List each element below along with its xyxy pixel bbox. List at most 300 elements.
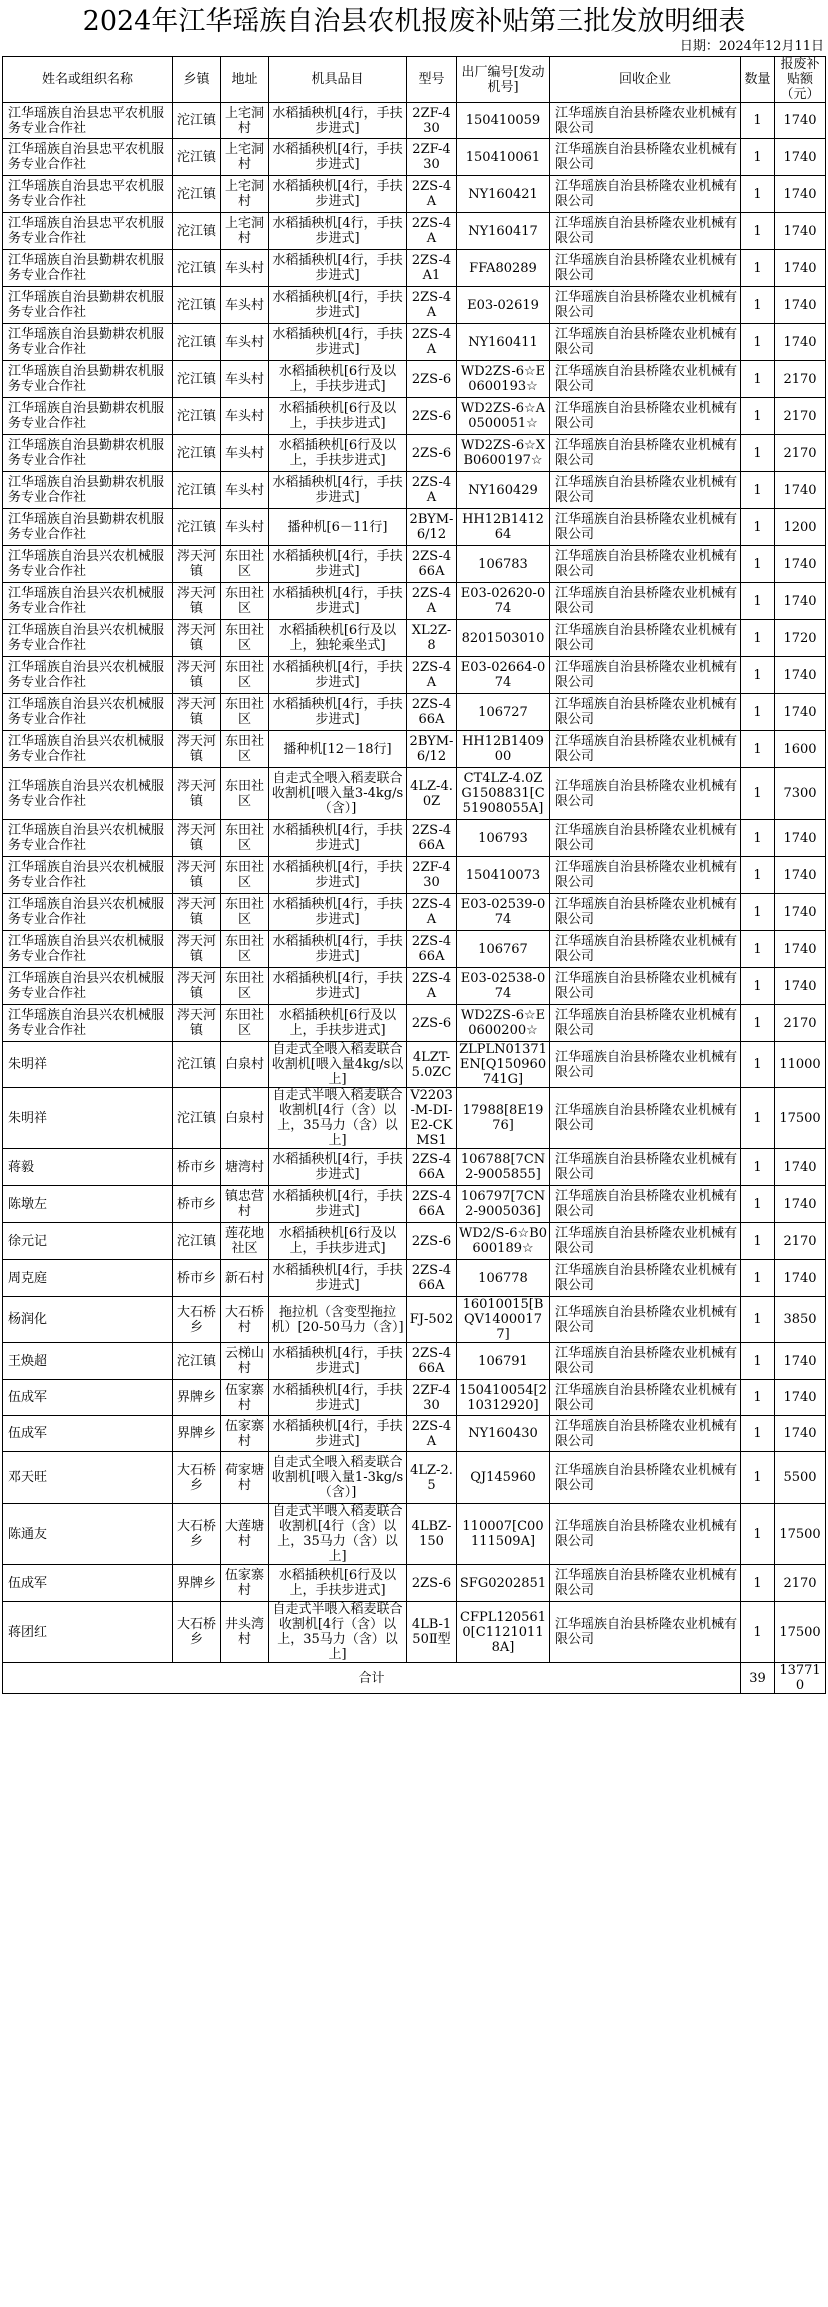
cell-model: 2ZS-4A [407, 583, 457, 620]
cell-model: 2ZS-6 [407, 1565, 457, 1602]
document-date: 日期：2024年12月11日 [679, 39, 824, 54]
cell-serial: 106797[7CN2-9005036] [457, 1186, 550, 1223]
cell-amount: 1600 [775, 731, 826, 768]
table-row [3, 1223, 826, 1260]
cell-qty: 1 [741, 324, 775, 361]
cell-amount: 1740 [775, 250, 826, 287]
cell-recycler: 江华瑶族自治县桥隆农业机械有限公司 [550, 287, 741, 324]
cell-town: 涔天河镇 [173, 968, 221, 1005]
cell-serial: 106783 [457, 546, 550, 583]
cell-town: 界牌乡 [173, 1416, 221, 1452]
cell-amount: 1740 [775, 820, 826, 857]
cell-recycler: 江华瑶族自治县桥隆农业机械有限公司 [550, 1380, 741, 1416]
table-row [3, 546, 826, 583]
cell-name: 江华瑶族自治县勤耕农机服务专业合作社 [3, 250, 173, 287]
cell-model: FJ-502 [407, 1297, 457, 1343]
cell-amount: 1740 [775, 176, 826, 213]
cell-qty: 1 [741, 968, 775, 1005]
cell-model: 4LZ-4.0Z [407, 768, 457, 820]
cell-serial: 17988[8E1976] [457, 1088, 550, 1149]
total-amount: 137710 [775, 1663, 826, 1694]
cell-model: 4LB-150Ⅱ型 [407, 1602, 457, 1663]
table-row [3, 1504, 826, 1565]
cell-serial: WD2/S-6☆B0600189☆ [457, 1223, 550, 1260]
cell-amount: 1740 [775, 213, 826, 250]
cell-serial: 106778 [457, 1260, 550, 1297]
cell-name: 江华瑶族自治县勤耕农机服务专业合作社 [3, 324, 173, 361]
cell-amount: 1200 [775, 509, 826, 546]
cell-qty: 1 [741, 1452, 775, 1504]
total-label: 合计 [3, 1663, 741, 1694]
cell-amount: 1740 [775, 1260, 826, 1297]
cell-name: 江华瑶族自治县勤耕农机服务专业合作社 [3, 287, 173, 324]
cell-qty: 1 [741, 398, 775, 435]
cell-model: XL2Z-8 [407, 620, 457, 657]
cell-model: 2ZS-466A [407, 1186, 457, 1223]
cell-qty: 1 [741, 731, 775, 768]
table-row [3, 820, 826, 857]
cell-qty: 1 [741, 1416, 775, 1452]
table-row [3, 657, 826, 694]
cell-address: 荷家塘村 [221, 1452, 269, 1504]
cell-amount: 17500 [775, 1602, 826, 1663]
cell-recycler: 江华瑶族自治县桥隆农业机械有限公司 [550, 820, 741, 857]
cell-model: 2BYM-6/12 [407, 731, 457, 768]
cell-name: 邓天旺 [3, 1452, 173, 1504]
table-row [3, 324, 826, 361]
cell-machine: 水稻插秧机[4行，手扶步进式] [269, 894, 407, 931]
cell-machine: 水稻插秧机[4行，手扶步进式] [269, 1186, 407, 1223]
cell-recycler: 江华瑶族自治县桥隆农业机械有限公司 [550, 1452, 741, 1504]
cell-amount: 1720 [775, 620, 826, 657]
cell-qty: 1 [741, 213, 775, 250]
table-row [3, 287, 826, 324]
table-row [3, 139, 826, 176]
cell-town: 界牌乡 [173, 1565, 221, 1602]
cell-name: 江华瑶族自治县勤耕农机服务专业合作社 [3, 472, 173, 509]
cell-serial: E03-02539-074 [457, 894, 550, 931]
table-row [3, 894, 826, 931]
table-row [3, 176, 826, 213]
cell-name: 江华瑶族自治县兴农机械服务专业合作社 [3, 894, 173, 931]
cell-name: 陈墩左 [3, 1186, 173, 1223]
cell-qty: 1 [741, 694, 775, 731]
cell-model: 2ZS-4A1 [407, 250, 457, 287]
cell-address: 东田社区 [221, 583, 269, 620]
cell-recycler: 江华瑶族自治县桥隆农业机械有限公司 [550, 176, 741, 213]
cell-amount: 1740 [775, 324, 826, 361]
cell-machine: 水稻插秧机[4行，手扶步进式] [269, 968, 407, 1005]
cell-serial: NY160417 [457, 213, 550, 250]
cell-serial: NY160421 [457, 176, 550, 213]
cell-name: 江华瑶族自治县兴农机械服务专业合作社 [3, 931, 173, 968]
cell-name: 江华瑶族自治县兴农机械服务专业合作社 [3, 857, 173, 894]
cell-serial: 150410054[210312920] [457, 1380, 550, 1416]
cell-machine: 水稻插秧机[4行，手扶步进式] [269, 287, 407, 324]
cell-qty: 1 [741, 1186, 775, 1223]
cell-address: 东田社区 [221, 546, 269, 583]
cell-recycler: 江华瑶族自治县桥隆农业机械有限公司 [550, 546, 741, 583]
cell-serial: 8201503010 [457, 620, 550, 657]
cell-qty: 1 [741, 657, 775, 694]
table-row [3, 583, 826, 620]
cell-address: 白泉村 [221, 1042, 269, 1088]
cell-address: 伍家寨村 [221, 1380, 269, 1416]
cell-qty: 1 [741, 509, 775, 546]
table-row [3, 361, 826, 398]
cell-town: 涔天河镇 [173, 931, 221, 968]
table-row [3, 1380, 826, 1416]
cell-address: 车头村 [221, 287, 269, 324]
cell-model: 2ZS-6 [407, 435, 457, 472]
cell-town: 桥市乡 [173, 1149, 221, 1186]
cell-recycler: 江华瑶族自治县桥隆农业机械有限公司 [550, 1602, 741, 1663]
cell-town: 沱江镇 [173, 472, 221, 509]
cell-machine: 播种机[6－11行] [269, 509, 407, 546]
cell-town: 沱江镇 [173, 1343, 221, 1380]
cell-machine: 水稻插秧机[4行，手扶步进式] [269, 250, 407, 287]
cell-serial: CFPL1205610[C11210118A] [457, 1602, 550, 1663]
cell-machine: 水稻插秧机[6行及以上，手扶步进式] [269, 398, 407, 435]
cell-address: 上宅洞村 [221, 103, 269, 139]
cell-name: 朱明祥 [3, 1042, 173, 1088]
cell-machine: 水稻插秧机[4行，手扶步进式] [269, 857, 407, 894]
cell-address: 车头村 [221, 324, 269, 361]
cell-amount: 1740 [775, 894, 826, 931]
cell-town: 涔天河镇 [173, 546, 221, 583]
cell-address: 车头村 [221, 398, 269, 435]
cell-address: 塘湾村 [221, 1149, 269, 1186]
total-qty: 39 [741, 1663, 775, 1694]
header-name: 姓名或组织名称 [3, 57, 173, 103]
cell-town: 沱江镇 [173, 509, 221, 546]
cell-address: 东田社区 [221, 894, 269, 931]
cell-address: 东田社区 [221, 1005, 269, 1042]
cell-machine: 水稻插秧机[6行及以上，手扶步进式] [269, 1005, 407, 1042]
cell-recycler: 江华瑶族自治县桥隆农业机械有限公司 [550, 857, 741, 894]
cell-town: 沱江镇 [173, 1088, 221, 1149]
table-row [3, 435, 826, 472]
header-recycler: 回收企业 [550, 57, 741, 103]
cell-town: 沱江镇 [173, 139, 221, 176]
cell-amount: 2170 [775, 1005, 826, 1042]
cell-town: 涔天河镇 [173, 694, 221, 731]
cell-serial: FFA80289 [457, 250, 550, 287]
cell-serial: NY160430 [457, 1416, 550, 1452]
cell-amount: 1740 [775, 1343, 826, 1380]
cell-address: 东田社区 [221, 968, 269, 1005]
cell-town: 沱江镇 [173, 1223, 221, 1260]
cell-address: 上宅洞村 [221, 139, 269, 176]
cell-address: 新石村 [221, 1260, 269, 1297]
cell-address: 伍家寨村 [221, 1565, 269, 1602]
cell-name: 江华瑶族自治县勤耕农机服务专业合作社 [3, 361, 173, 398]
cell-serial: 150410073 [457, 857, 550, 894]
cell-model: 4LZT-5.0ZC [407, 1042, 457, 1088]
cell-town: 涔天河镇 [173, 583, 221, 620]
cell-machine: 水稻插秧机[4行，手扶步进式] [269, 820, 407, 857]
cell-qty: 1 [741, 583, 775, 620]
cell-machine: 水稻插秧机[4行，手扶步进式] [269, 546, 407, 583]
cell-serial: E03-02664-074 [457, 657, 550, 694]
cell-machine: 自走式全喂入稻麦联合收割机[喂入量4kg/s以上] [269, 1042, 407, 1088]
cell-recycler: 江华瑶族自治县桥隆农业机械有限公司 [550, 620, 741, 657]
table-row [3, 857, 826, 894]
cell-name: 江华瑶族自治县兴农机械服务专业合作社 [3, 694, 173, 731]
cell-name: 周克庭 [3, 1260, 173, 1297]
cell-machine: 水稻插秧机[6行及以上，手扶步进式] [269, 1565, 407, 1602]
cell-name: 江华瑶族自治县勤耕农机服务专业合作社 [3, 509, 173, 546]
header-town: 乡镇 [173, 57, 221, 103]
table-row [3, 968, 826, 1005]
cell-town: 沱江镇 [173, 435, 221, 472]
table-row [3, 1297, 826, 1343]
table-row [3, 1565, 826, 1602]
cell-address: 井头湾村 [221, 1602, 269, 1663]
cell-machine: 水稻插秧机[4行，手扶步进式] [269, 1149, 407, 1186]
cell-machine: 播种机[12－18行] [269, 731, 407, 768]
cell-amount: 1740 [775, 546, 826, 583]
cell-machine: 水稻插秧机[4行，手扶步进式] [269, 1416, 407, 1452]
cell-qty: 1 [741, 1149, 775, 1186]
cell-serial: HH12B140900 [457, 731, 550, 768]
cell-address: 镇忠营村 [221, 1186, 269, 1223]
cell-recycler: 江华瑶族自治县桥隆农业机械有限公司 [550, 1416, 741, 1452]
document-title: 2024年江华瑶族自治县农机报废补贴第三批发放明细表 [82, 6, 746, 37]
cell-machine: 自走式全喂入稻麦联合收割机[喂入量3-4kg/s（含）] [269, 768, 407, 820]
cell-machine: 自走式全喂入稻麦联合收割机[喂入量1-3kg/s（含）] [269, 1452, 407, 1504]
header-address: 地址 [221, 57, 269, 103]
cell-qty: 1 [741, 435, 775, 472]
cell-address: 伍家寨村 [221, 1416, 269, 1452]
cell-serial: E03-02619 [457, 287, 550, 324]
cell-address: 东田社区 [221, 657, 269, 694]
cell-qty: 1 [741, 931, 775, 968]
cell-serial: NY160429 [457, 472, 550, 509]
cell-machine: 水稻插秧机[4行，手扶步进式] [269, 103, 407, 139]
cell-qty: 1 [741, 1260, 775, 1297]
cell-model: 2ZS-4A [407, 657, 457, 694]
cell-qty: 1 [741, 472, 775, 509]
cell-qty: 1 [741, 1297, 775, 1343]
table-row [3, 620, 826, 657]
cell-name: 江华瑶族自治县兴农机械服务专业合作社 [3, 768, 173, 820]
header-qty: 数量 [741, 57, 775, 103]
cell-qty: 1 [741, 546, 775, 583]
cell-recycler: 江华瑶族自治县桥隆农业机械有限公司 [550, 250, 741, 287]
cell-amount: 17500 [775, 1504, 826, 1565]
cell-recycler: 江华瑶族自治县桥隆农业机械有限公司 [550, 1565, 741, 1602]
table-row [3, 472, 826, 509]
cell-recycler: 江华瑶族自治县桥隆农业机械有限公司 [550, 1504, 741, 1565]
table-row [3, 1602, 826, 1663]
cell-amount: 2170 [775, 361, 826, 398]
cell-name: 蒋毅 [3, 1149, 173, 1186]
cell-town: 大石桥乡 [173, 1452, 221, 1504]
cell-amount: 1740 [775, 583, 826, 620]
cell-machine: 水稻插秧机[6行及以上，手扶步进式] [269, 361, 407, 398]
cell-machine: 水稻插秧机[4行，手扶步进式] [269, 176, 407, 213]
cell-machine: 水稻插秧机[4行，手扶步进式] [269, 324, 407, 361]
cell-name: 江华瑶族自治县兴农机械服务专业合作社 [3, 731, 173, 768]
cell-recycler: 江华瑶族自治县桥隆农业机械有限公司 [550, 1088, 741, 1149]
cell-name: 徐元记 [3, 1223, 173, 1260]
cell-town: 沱江镇 [173, 213, 221, 250]
subsidy-table [2, 56, 826, 1694]
cell-recycler: 江华瑶族自治县桥隆农业机械有限公司 [550, 139, 741, 176]
cell-model: 2ZS-466A [407, 1260, 457, 1297]
cell-model: 2ZS-4A [407, 472, 457, 509]
cell-amount: 1740 [775, 1186, 826, 1223]
cell-address: 东田社区 [221, 694, 269, 731]
cell-recycler: 江华瑶族自治县桥隆农业机械有限公司 [550, 768, 741, 820]
cell-amount: 2170 [775, 1223, 826, 1260]
cell-model: 2ZS-6 [407, 398, 457, 435]
cell-machine: 水稻插秧机[4行，手扶步进式] [269, 931, 407, 968]
cell-address: 东田社区 [221, 768, 269, 820]
cell-amount: 3850 [775, 1297, 826, 1343]
table-row [3, 1088, 826, 1149]
cell-name: 伍成军 [3, 1565, 173, 1602]
cell-model: 4LBZ-150 [407, 1504, 457, 1565]
cell-town: 大石桥乡 [173, 1504, 221, 1565]
cell-machine: 水稻插秧机[4行，手扶步进式] [269, 694, 407, 731]
cell-name: 伍成军 [3, 1380, 173, 1416]
table-row [3, 731, 826, 768]
total-row [3, 1663, 826, 1694]
cell-town: 涔天河镇 [173, 820, 221, 857]
cell-amount: 1740 [775, 1380, 826, 1416]
cell-name: 江华瑶族自治县兴农机械服务专业合作社 [3, 820, 173, 857]
cell-qty: 1 [741, 1005, 775, 1042]
cell-town: 沱江镇 [173, 361, 221, 398]
cell-serial: QJ145960 [457, 1452, 550, 1504]
cell-machine: 水稻插秧机[4行，手扶步进式] [269, 139, 407, 176]
cell-serial: WD2ZS-6☆E0600200☆ [457, 1005, 550, 1042]
cell-recycler: 江华瑶族自治县桥隆农业机械有限公司 [550, 694, 741, 731]
cell-amount: 1740 [775, 287, 826, 324]
table-row [3, 1149, 826, 1186]
cell-serial: WD2ZS-6☆A0500051☆ [457, 398, 550, 435]
cell-qty: 1 [741, 139, 775, 176]
cell-town: 沱江镇 [173, 398, 221, 435]
cell-recycler: 江华瑶族自治县桥隆农业机械有限公司 [550, 894, 741, 931]
cell-address: 东田社区 [221, 857, 269, 894]
cell-serial: HH12B141264 [457, 509, 550, 546]
cell-town: 大石桥乡 [173, 1297, 221, 1343]
cell-address: 大莲塘村 [221, 1504, 269, 1565]
cell-town: 沱江镇 [173, 1042, 221, 1088]
cell-town: 桥市乡 [173, 1186, 221, 1223]
cell-town: 沱江镇 [173, 250, 221, 287]
cell-recycler: 江华瑶族自治县桥隆农业机械有限公司 [550, 103, 741, 139]
cell-amount: 1740 [775, 1416, 826, 1452]
cell-serial: 106767 [457, 931, 550, 968]
cell-town: 沱江镇 [173, 176, 221, 213]
cell-machine: 水稻插秧机[6行及以上，独轮乘坐式] [269, 620, 407, 657]
cell-machine: 水稻插秧机[6行及以上，手扶步进式] [269, 1223, 407, 1260]
cell-address: 上宅洞村 [221, 176, 269, 213]
cell-town: 涔天河镇 [173, 894, 221, 931]
cell-name: 王焕超 [3, 1343, 173, 1380]
cell-recycler: 江华瑶族自治县桥隆农业机械有限公司 [550, 213, 741, 250]
cell-name: 江华瑶族自治县忠平农机服务专业合作社 [3, 139, 173, 176]
cell-address: 云梯山村 [221, 1343, 269, 1380]
cell-model: 2ZF-430 [407, 139, 457, 176]
cell-model: 2ZS-6 [407, 361, 457, 398]
cell-machine: 水稻插秧机[4行，手扶步进式] [269, 1260, 407, 1297]
cell-serial: 110007[C00111509A] [457, 1504, 550, 1565]
cell-model: 2ZS-4A [407, 176, 457, 213]
cell-address: 东田社区 [221, 620, 269, 657]
cell-model: 2ZF-430 [407, 103, 457, 139]
cell-address: 车头村 [221, 472, 269, 509]
cell-town: 沱江镇 [173, 287, 221, 324]
table-row [3, 1042, 826, 1088]
cell-name: 江华瑶族自治县勤耕农机服务专业合作社 [3, 435, 173, 472]
cell-model: 2ZS-466A [407, 694, 457, 731]
cell-address: 东田社区 [221, 731, 269, 768]
cell-amount: 17500 [775, 1088, 826, 1149]
cell-town: 界牌乡 [173, 1380, 221, 1416]
table-row [3, 1005, 826, 1042]
cell-amount: 1740 [775, 857, 826, 894]
cell-machine: 自走式半喂入稻麦联合收割机[4行（含）以上，35马力（含）以上] [269, 1088, 407, 1149]
cell-amount: 1740 [775, 139, 826, 176]
cell-amount: 1740 [775, 694, 826, 731]
cell-recycler: 江华瑶族自治县桥隆农业机械有限公司 [550, 1149, 741, 1186]
cell-qty: 1 [741, 103, 775, 139]
cell-town: 涔天河镇 [173, 768, 221, 820]
cell-model: 2ZS-4A [407, 1416, 457, 1452]
header-serial: 出厂编号[发动机号] [457, 57, 550, 103]
cell-name: 朱明祥 [3, 1088, 173, 1149]
cell-machine: 自走式半喂入稻麦联合收割机[4行（含）以上，35马力（含）以上] [269, 1504, 407, 1565]
cell-address: 车头村 [221, 250, 269, 287]
cell-model: 2ZS-466A [407, 820, 457, 857]
cell-amount: 2170 [775, 1565, 826, 1602]
cell-recycler: 江华瑶族自治县桥隆农业机械有限公司 [550, 398, 741, 435]
cell-name: 江华瑶族自治县兴农机械服务专业合作社 [3, 657, 173, 694]
cell-recycler: 江华瑶族自治县桥隆农业机械有限公司 [550, 931, 741, 968]
cell-serial: 106788[7CN2-9005855] [457, 1149, 550, 1186]
cell-qty: 1 [741, 361, 775, 398]
cell-recycler: 江华瑶族自治县桥隆农业机械有限公司 [550, 583, 741, 620]
cell-qty: 1 [741, 1223, 775, 1260]
cell-town: 涔天河镇 [173, 857, 221, 894]
cell-amount: 11000 [775, 1042, 826, 1088]
cell-model: 2ZF-430 [407, 1380, 457, 1416]
cell-name: 江华瑶族自治县兴农机械服务专业合作社 [3, 546, 173, 583]
table-row [3, 1343, 826, 1380]
cell-serial: WD2ZS-6☆E0600193☆ [457, 361, 550, 398]
cell-address: 车头村 [221, 361, 269, 398]
cell-machine: 水稻插秧机[4行，手扶步进式] [269, 583, 407, 620]
cell-recycler: 江华瑶族自治县桥隆农业机械有限公司 [550, 1042, 741, 1088]
cell-qty: 1 [741, 250, 775, 287]
cell-serial: 150410059 [457, 103, 550, 139]
cell-qty: 1 [741, 1565, 775, 1602]
cell-recycler: 江华瑶族自治县桥隆农业机械有限公司 [550, 1223, 741, 1260]
cell-machine: 水稻插秧机[4行，手扶步进式] [269, 657, 407, 694]
cell-amount: 1740 [775, 1149, 826, 1186]
cell-amount: 5500 [775, 1452, 826, 1504]
cell-name: 杨润化 [3, 1297, 173, 1343]
cell-town: 涔天河镇 [173, 620, 221, 657]
cell-recycler: 江华瑶族自治县桥隆农业机械有限公司 [550, 968, 741, 1005]
cell-model: 2ZS-6 [407, 1005, 457, 1042]
table-row [3, 1186, 826, 1223]
